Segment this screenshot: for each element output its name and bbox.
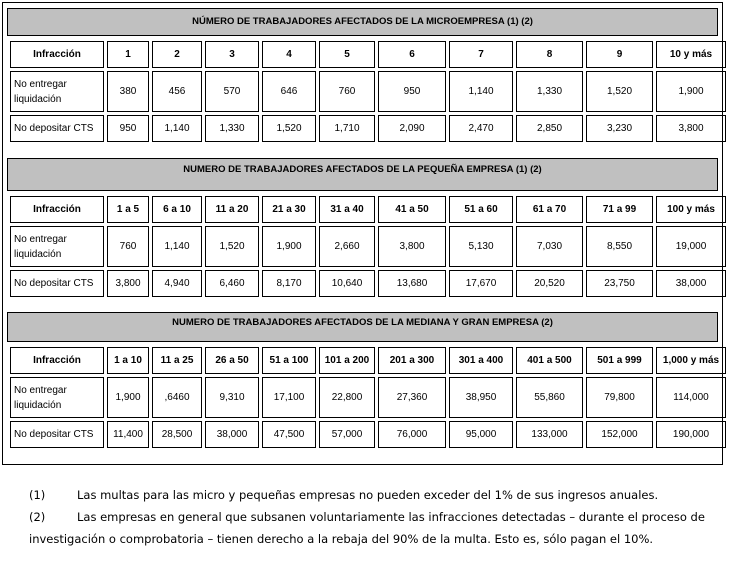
value-cell: 1,900 [262,226,316,267]
value-cell: 1,140 [449,71,513,112]
value-cell: 55,860 [516,377,583,418]
value-cell: 3,230 [586,115,653,142]
fines-table-mediana-gran-empresa [7,344,729,451]
header-cell: 9 [586,41,653,68]
header-cell: Infracción [10,347,104,374]
value-cell: 190,000 [656,421,726,448]
value-cell: 10,640 [319,270,375,297]
table-header-row [10,196,726,223]
header-cell: 8 [516,41,583,68]
value-cell: 6,460 [205,270,259,297]
footnote-marker: (2) [29,510,46,524]
header-cell: 501 a 999 [586,347,653,374]
header-cell: 1,000 y más [656,347,726,374]
table-row [10,377,726,418]
value-cell: 8,550 [586,226,653,267]
header-cell: 100 y más [656,196,726,223]
footnote-1 [29,484,719,506]
header-cell: 4 [262,41,316,68]
value-cell: 2,090 [378,115,446,142]
header-cell: 41 a 50 [378,196,446,223]
fines-table-microempresa [7,38,729,145]
section-title-microempresa [7,8,718,36]
value-cell: 1,330 [205,115,259,142]
value-cell: 3,800 [107,270,149,297]
value-cell: 2,850 [516,115,583,142]
value-cell: 19,000 [656,226,726,267]
header-cell: 201 a 300 [378,347,446,374]
value-cell: 133,000 [516,421,583,448]
header-cell: 31 a 40 [319,196,375,223]
row-label: No depositar CTS [10,115,104,142]
section-title-text: NÚMERO DE TRABAJADORES AFECTADOS DE LA MICROEMPRESA (1) (2) [192,16,533,27]
value-cell: 1,330 [516,71,583,112]
header-cell: 5 [319,41,375,68]
value-cell: 114,000 [656,377,726,418]
header-cell: 10 y más [656,41,726,68]
value-cell: 2,470 [449,115,513,142]
header-cell: 6 [378,41,446,68]
value-cell: 47,500 [262,421,316,448]
header-cell: 401 a 500 [516,347,583,374]
header-cell: 11 a 25 [152,347,202,374]
value-cell: 570 [205,71,259,112]
footnote-marker: (1) [29,488,46,502]
value-cell: 22,800 [319,377,375,418]
value-cell: 17,100 [262,377,316,418]
value-cell: 79,800 [586,377,653,418]
value-cell: 1,710 [319,115,375,142]
header-cell: 51 a 60 [449,196,513,223]
value-cell: 1,140 [152,226,202,267]
value-cell: 4,940 [152,270,202,297]
table-header-row [10,41,726,68]
value-cell: 20,520 [516,270,583,297]
header-cell: 21 a 30 [262,196,316,223]
value-cell: 57,000 [319,421,375,448]
value-cell: 2,660 [319,226,375,267]
header-cell: 2 [152,41,202,68]
value-cell: 11,400 [107,421,149,448]
section-title-mediana-gran-empresa [7,312,718,342]
value-cell: 1,140 [152,115,202,142]
footnote-text: Las empresas en general que subsanen voluntariamente las infracciones detectadas – durante el proceso de investigación o comprobatoria – tienen derecho a la rebaja del 90% de la multa. Esto es, sólo pagan el 10%. [29,510,705,546]
header-cell: 1 a 10 [107,347,149,374]
footnotes [29,484,719,550]
row-label: No entregar liquidación [10,377,104,418]
value-cell: 8,170 [262,270,316,297]
value-cell: 9,310 [205,377,259,418]
value-cell: 1,520 [262,115,316,142]
section-title-text: NUMERO DE TRABAJADORES AFECTADOS DE LA MEDIANA Y GRAN EMPRESA (2) [172,317,553,328]
header-cell: 7 [449,41,513,68]
value-cell: 152,000 [586,421,653,448]
value-cell: 38,000 [656,270,726,297]
header-cell: Infracción [10,196,104,223]
section-title-text: NUMERO DE TRABAJADORES AFECTADOS DE LA PEQUEÑA EMPRESA (1) (2) [183,164,542,175]
fines-table-pequena-empresa [7,193,729,300]
value-cell: 456 [152,71,202,112]
header-cell: 101 a 200 [319,347,375,374]
row-label: No depositar CTS [10,270,104,297]
header-cell: 1 [107,41,149,68]
value-cell: 950 [378,71,446,112]
value-cell: 38,000 [205,421,259,448]
value-cell: 17,670 [449,270,513,297]
value-cell: 950 [107,115,149,142]
value-cell: 76,000 [378,421,446,448]
value-cell: 27,360 [378,377,446,418]
row-label: No depositar CTS [10,421,104,448]
value-cell: 3,800 [656,115,726,142]
value-cell: 38,950 [449,377,513,418]
value-cell: 23,750 [586,270,653,297]
table-row [10,71,726,112]
section-title-pequena-empresa [7,158,718,191]
value-cell: 7,030 [516,226,583,267]
value-cell: 1,520 [205,226,259,267]
row-label: No entregar liquidación [10,226,104,267]
value-cell: 95,000 [449,421,513,448]
header-cell: 3 [205,41,259,68]
value-cell: 1,900 [656,71,726,112]
header-cell: 61 a 70 [516,196,583,223]
table-row [10,115,726,142]
header-cell: 301 a 400 [449,347,513,374]
table-row [10,421,726,448]
value-cell: 380 [107,71,149,112]
value-cell: 1,520 [586,71,653,112]
value-cell: 760 [319,71,375,112]
value-cell: 13,680 [378,270,446,297]
value-cell: 760 [107,226,149,267]
header-cell: 71 a 99 [586,196,653,223]
table-header-row [10,347,726,374]
header-cell: 1 a 5 [107,196,149,223]
value-cell: 3,800 [378,226,446,267]
header-cell: Infracción [10,41,104,68]
header-cell: 26 a 50 [205,347,259,374]
footnote-text: Las multas para las micro y pequeñas empresas no pueden exceder del 1% de sus ingresos anuales. [77,488,659,502]
table-row [10,226,726,267]
value-cell: 646 [262,71,316,112]
value-cell: ,6460 [152,377,202,418]
header-cell: 11 a 20 [205,196,259,223]
value-cell: 5,130 [449,226,513,267]
header-cell: 6 a 10 [152,196,202,223]
value-cell: 1,900 [107,377,149,418]
value-cell: 28,500 [152,421,202,448]
footnote-2 [29,506,719,550]
row-label: No entregar liquidación [10,71,104,112]
header-cell: 51 a 100 [262,347,316,374]
table-row [10,270,726,297]
